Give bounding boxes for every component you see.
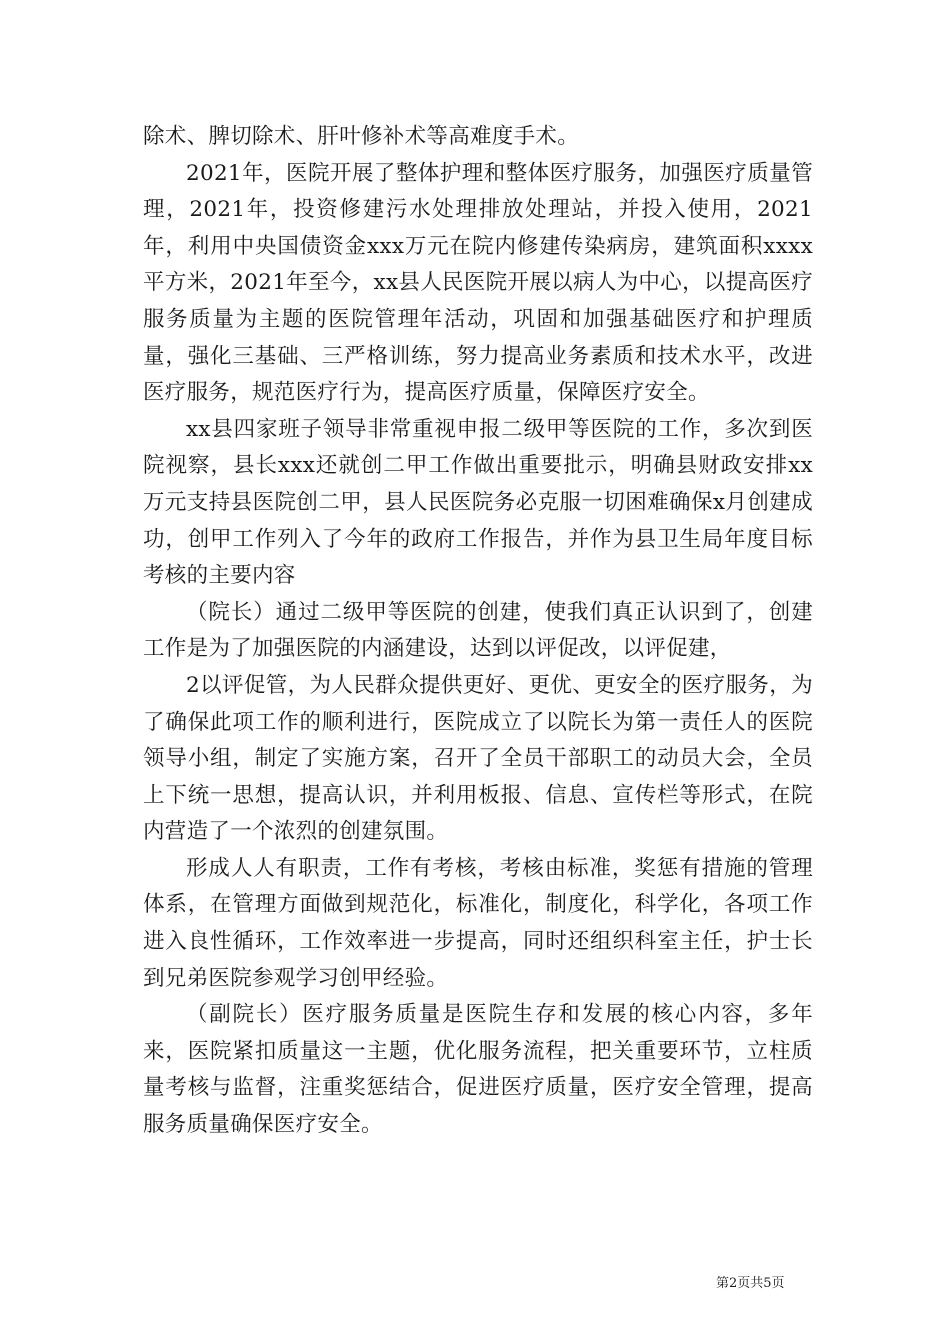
page-number-footer: 第2页共5页 <box>716 1276 785 1291</box>
document-body <box>143 119 813 1144</box>
paragraph: 2以评促管，为人民群众提供更好、更优、更安全的医疗服务，为了确保此项工作的顺利进行，医院成立了以院长为第一责任人的医院领导小组，制定了实施方案，召开了全员干部职工的动员大会，全员上下统一思想，提高认识，并利用板报、信息、宣传栏等形式，在院内营造了一个浓烈的创建氛围。 <box>143 672 813 845</box>
paragraph: （院长）通过二级甲等医院的创建，使我们真正认识到了，创建工作是为了加强医院的内涵建设，达到以评促改，以评促建， <box>143 599 813 662</box>
paragraph: （副院长）医疗服务质量是医院生存和发展的核心内容，多年来，医院紧扣质量这一主题，优化服务流程，把关重要环节，立柱质量考核与监督，注重奖惩结合，促进医疗质量，医疗安全管理，提高服务质量确保医疗安全。 <box>143 1002 813 1138</box>
paragraph-continuation: 除术、脾切除术、肝叶修补术等高难度手术。 <box>143 124 580 149</box>
paragraph: 2021年，医院开展了整体护理和整体医疗服务，加强医疗质量管理，2021年，投资修建污水处理排放处理站，并投入使用，2021年，利用中央国债资金xxx万元在院内修建传染病房，建筑面积xxxx平方米，2021年至今，xx县人民医院开展以病人为中心，以提高医疗服务质量为主题的医院管理年活动，巩固和加强基础医疗和护理质量，强化三基础、三严格训练，努力提高业务素质和技术水平，改进医疗服务，规范医疗行为，提高医疗质量，保障医疗安全。 <box>143 160 813 406</box>
paragraph: xx县四家班子领导非常重视申报二级甲等医院的工作，多次到医院视察，县长xxx还就创二甲工作做出重要批示，明确县财政安排xx万元支持县医院创二甲，县人民医院务必克服一切困难确保x月创建成功，创甲工作列入了今年的政府工作报告，并作为县卫生局年度目标考核的主要内容 <box>143 416 813 589</box>
paragraph: 形成人人有职责，工作有考核，考核由标准，奖惩有措施的管理体系，在管理方面做到规范化，标准化，制度化，科学化，各项工作进入良性循环，工作效率进一步提高，同时还组织科室主任，护士长到兄弟医院参观学习创甲经验。 <box>143 855 813 991</box>
